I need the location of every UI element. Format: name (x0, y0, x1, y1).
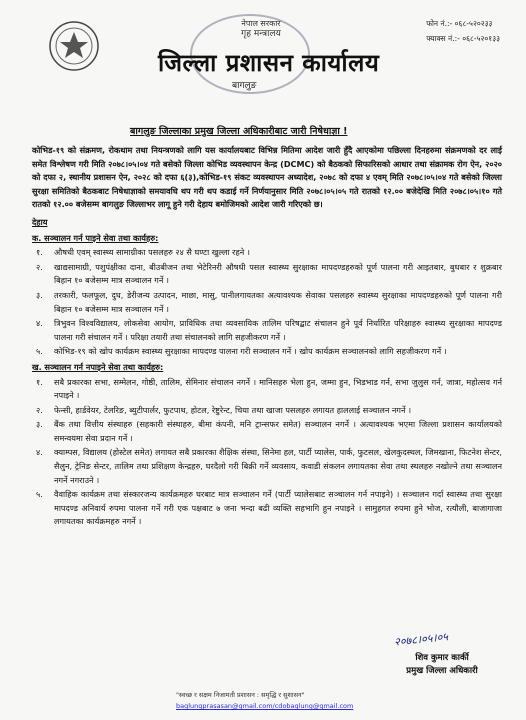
office-place: बागलुङ (232, 81, 257, 91)
list-item: १. औषधी एवम् स्वास्थ्य सामाग्रीका पसलहरु २४ सै घण्टा खुल्ला रहने । (36, 247, 250, 258)
phone-number: फोन नं.:- ०६८-५२०२३३ (426, 19, 493, 28)
notice-heading: बागलुङ जिल्लाका प्रमुख जिल्ला अधिकारीबाट जारी निषेधाज्ञा ! (130, 126, 348, 137)
notice-body (32, 144, 502, 529)
footer-slogan: "स्वच्छ र सक्षम निजामती प्रशासन : समृद्धि र सुशासन" (176, 691, 305, 699)
nepal-emblem-icon (46, 18, 102, 74)
footer-email-links[interactable]: baglungprasasan@gmail.com/cdobaglung@gmail.com (176, 702, 354, 710)
list-item: २. फेन्सी, हार्डवेयर, टेलरिङ, ब्युटीपार्लर, फुटपाथ, होटल, रेष्टुरेन्ट, चिया तथा खाजा पसलहरु लगायत हाललाई सञ्चालन नगर्ने । (36, 404, 412, 415)
government-label: नेपाल सरकार (241, 19, 281, 28)
list-item: ४. क्याम्पस, विद्यालय (होस्टेल समेत) लगायत सबै प्रकारका शैक्षिक संस्था, सिनेमा हल, पार्टी प्यालेस, पार्क, फुटसल, खेलकुदस्थल, जिमखाना, फिटनेश सेन्टर, सैलुन, ट्रेनिङ सेन्टर, तालिम तथा प्रशिक्षण केन्द्रहरु, घरदैलो गरी बिक्री गर्ने व्यवसाय, कवाडी संकलन लगायतका सेवा तथा स्थलहरु नखोल्ने तथा सञ्चालन नगर्ने नगराउने । (36, 447, 502, 485)
section-b-list (32, 376, 502, 530)
section-a-title: क. सञ्चालन गर्न पाइने सेवा तथा कार्यहरु: (32, 232, 159, 243)
list-item: ३. बैंक तथा वित्तीय संस्थाहरु (सहकारी संस्थाहरु, बीमा कंपनी, मनि ट्रान्सफर समेत) सञ्चालन नगर्ने । अत्यावश्यक भएमा जिल्ला प्रशासन कार्यालयको समन्वयमा सेवा प्रदान गर्ने । (36, 419, 502, 443)
list-item: ३. तरकारी, फलफूल, दुध, डेरीजन्य उत्पादन, माछा, मासु, पानीलगायतका अत्यावश्यक सेवाका पसलहरु स्वास्थ्य सुरक्षाका मापदण्डहरुको पूर्ण पालना गरी बिहान १० बजेसम्म मात्र सञ्चालन गर्ने । (36, 289, 502, 314)
letterhead-subtitle (226, 18, 296, 40)
signature-block (392, 652, 492, 678)
list-item: २. खाद्यसामाग्री, पशुपंक्षीका दाना, बीउबीजन तथा भेटेरिनरी औषधी पसल स्वास्थ्य सुरक्षाका मापदण्डहरुको पूर्ण पालना गरी आइतबार, बुधबार र शुक्रबार बिहान १० बजेसम्म मात्र सञ्चालन गर्ने । (36, 261, 502, 286)
contact-info (426, 16, 500, 46)
list-item: ५. वैवाहिक कार्यक्रम तथा संस्कारजन्य कार्यक्रमहरु घरबाट मात्र सञ्चालन गर्ने (पार्टी प्यालेसबाट सञ्चालन गर्न नपाइने) । सञ्चालन गर्दा स्वास्थ्य तथा सुरक्षा मापदण्ड अनिवार्य रुपमा पालना गर्ने गरी एक पक्षबाट ७ जना भन्दा बढी व्यक्ति सहभागि हुन नपाइने । सामुहगत रुपमा हुने भोज, रत्यौली, बाजागाजा लगायतका कार्यक्रमहरु नगर्ने । (36, 489, 502, 527)
handwritten-signature: २०७८।०५।०५ (393, 630, 449, 649)
list-item: १. सबै प्रकारका सभा, सम्मेलन, गोष्ठी, तालिम, सेमिनार संचालन नगर्ने । मानिसहरु भेला हुन, जम्मा हुन, भिडभाड गर्न, सभा जुलुस गर्न, जात्रा, महोत्सव गर्न नपाइने । (36, 376, 502, 401)
ministry-label: गृह मन्त्रालय (241, 29, 281, 39)
section-a-list (32, 246, 502, 359)
intro-paragraph: कोभिड-१९ को संक्रमण, रोकथाम तथा नियन्त्रणको लागि यस कार्यालयबाट विभिन्न मितिमा आदेश जारी हुँदै आएकोमा पछिल्ला दिनहरुमा संक्रमणको दर लाई समेत विश्लेषण गरी मिति २०७८।०५।०४ गते बसेको जिल्ला कोभिड व्यवस्थापन केन्द्र (DCMC) को बैठकको सिफारिसको आधार तथा संक्रामक रोग ऐन, २०२० को दफा २, स्थानीय प्रशासन ऐन, २०२८ को दफा ६(३),कोभिड-१९ संकट व्यवस्थापन अध्यादेश, २०७८ को दफा ४ एवम् मिति २०७८।०५।०४ गते बसेको जिल्ला सुरक्षा समितिको बैठकबाट निषेधाज्ञाको समयावधि थप गरी थप कडाई गर्ने निर्णयानुसार मिति २०७८।०५।०५ गते रातको १२.०० बजेदेखि मिति २०७८।०५।१० गते रातको १२.०० बजेसम्म बागलुङ जिल्लाभर लागू हुने गरी देहाय बमोजिमको आदेश जारी गरिएको छ। (32, 145, 502, 210)
office-title: जिल्ला प्रशासन कार्यालय (158, 49, 380, 77)
list-item: ४. त्रिभुवन विश्वविद्यालय, लोकसेवा आयोग, प्राविधिक तथा व्यवसायिक तालिम परिषद्बाट संचालन हुने पूर्व निर्धारित परिक्षाहरु स्वास्थ्य सुरक्षाका मापदण्ड पालना गरी संचालन गर्ने । परिक्षा तयारी तथा संचालनको लागि सहजीकरण गर्ने । (36, 318, 502, 342)
signatory-title: प्रमुख जिल्ला अधिकारी (406, 666, 478, 676)
to-label: देहाय (32, 216, 48, 227)
section-b-title: ख. सञ्चालन गर्न नपाइने सेवा तथा कार्यहरु: (32, 361, 164, 372)
signatory-name: शिव कुमार कार्की (415, 653, 469, 663)
fax-number: फ्याक्स नं.:- ०६८-५२०१३३ (426, 34, 500, 43)
list-item: ५. कोभिड-१९ को खोप कार्यक्रम स्वास्थ्य सुरक्षाका मापदण्ड पालना गरी सञ्चालन गर्ने । खोप कार्यक्रम सञ्चालनको लागि सहजीकरण गर्ने । (36, 346, 447, 357)
